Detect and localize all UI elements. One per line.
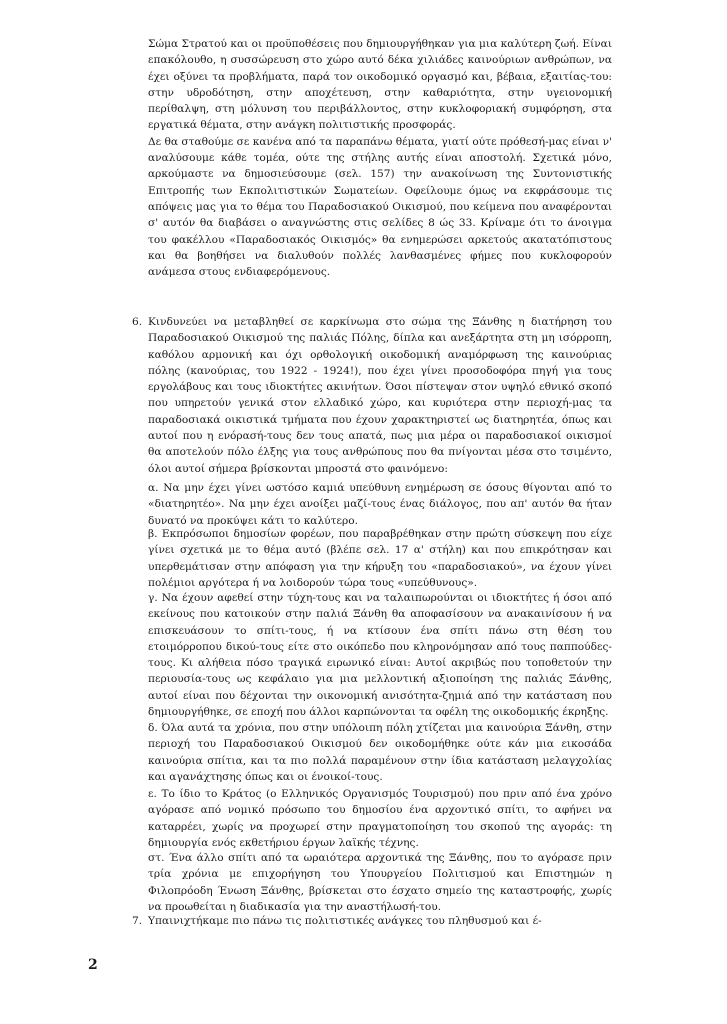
subitem-st: στ. Ένα άλλο σπίτι από τα ωραιότερα αρχοντικά της Ξάνθης, που το αγόρασε πριν τρία χρόνια με επιχορήγηση του Υπουργείου Πολιτισμού και Επιστημών η Φιλοπρόοδη Ένωση Ξάνθης, βρίσκεται στο έσχατο σημείο της καταστροφής, χωρίς να προωθείται η διαδικασία για την αναστήλωσή-του. [148, 852, 612, 913]
numbered-item-6 [132, 314, 612, 477]
subitem-b: β. Εκπρόσωποι δημοσίων φορέων, που παραβρέθηκαν στην πρώτη σύσκεψη που είχε γίνει σχετικά με το θέμα αυτό (βλέπε σελ. 17 α' στήλη) και που επικρότησαν και υπερθεμάτισαν στην απόφαση για την κήρυξη του «παραδοσιακού», να έχουν γίνει πολέμιοι αργότερα ή να λοιδορούν τώρα τους «υπεύθυνους». [148, 528, 612, 589]
item-number-6: 6. [132, 316, 143, 328]
intro-paragraph-1: Σώμα Στρατού και οι προϋποθέσεις που δημιουργήθηκαν για μια καλύτερη ζωή. Είναι επακόλουθο, η συσσώρευση στο χώρο αυτό δέκα χιλιάδες καινούριων ανθρώπων, να έχει οξύνει τα προβλήματα, παρά τον οικοδομικό οργασμό και, βέβαια, εξαιτίας-του: στην υδροδότηση, στην αποχέτευση, στην καθαριότητα, στην υγειονομική περίθαλψη, στη μόλυνση του περιβάλλοντος, στην κυκλοφοριακή συμφόρηση, στα εργατικά θέματα, στην ανάγκη πολιτιστικής προσφοράς. [148, 38, 612, 132]
subitem-a: α. Να μην έχει γίνει ωστόσο καμιά υπεύθυνη ενημέρωση σε όσους θίγονται από το «διατηρητέο». Να μην έχει ανοίξει μαζί-τους ένας διάλογος, που απ' αυτόν θα ήταν δυνατό να προκύψει κάτι το καλύτερο. [148, 482, 612, 527]
subitem-g: γ. Να έχουν αφεθεί στην τύχη-τους και να ταλαιπωρούνται οι ιδιοκτήτες ή όσοι από εκείνους που κατοικούν στην παλιά Ξάνθη θα αποφασίσουν να ανακαινίσουν ή να επισκευάσουν το σπίτι-τους, ή να κτίσουν ένα σπίτι πάνω στη θέση του ετοιμόρροπου δικού-τους είτε στο οικόπεδο που κληρονόμησαν από τους παππούδες-τους. Κι αλήθεια πόσο τραγικά ειρωνικό είναι: Αυτοί ακριβώς που τοποθετούν την περιουσία-τους ως κεφάλαιο για μια μελλοντική αξιοποίηση της παλιάς Ξάνθης, αυτοί είναι που δέχονται την οικονομική ανισότητα-ζημιά από την κατάσταση που δημιουργήθηκε, σε εποχή που άλλοι καρπώνονται τα οφέλη της οικοδομικής έκρηξης. [148, 592, 612, 719]
subitem-e: ε. Το ίδιο το Κράτος (ο Ελληνικός Οργανισμός Τουρισμού) που πριν από ένα χρόνο αγόρασε από νομικό πρόσωπο του δημοσίου ένα αρχοντικό σπίτι, το αφήνει να καταρρέει, χωρίς να προχωρεί στην πραγματοποίηση του σκοπού της αγοράς: τη δημιουργία ενός εκθετήριου έργων λαϊκής τέχνης. [148, 788, 612, 849]
intro-paragraph-2: Δε θα σταθούμε σε κανένα από τα παραπάνω θέματα, γιατί ούτε πρόθεσή-μας είναι ν' αναλύσουμε κάθε τομέα, ούτε της στήλης αυτής είναι αποστολή. Σχετικά μόνο, αρκούμαστε να δημοσιεύσουμε (σελ. 157) την ανακοίνωση της Συντονιστικής Επιτροπής των Εκπολιτιστικών Σωματείων. Οφείλουμε όμως να εκφράσουμε τις απόψεις μας για το θέμα του Παραδοσιακού Οικισμού, που κείμενα που αναφέρονται σ' αυτόν θα διαβάσει ο αναγνώστης στις σελίδες 8 ώς 33. Κρίναμε ότι το άνοιγμα του φακέλλου «Παραδοσιακός Οικισμός» θα ενημερώσει αρκετούς ακατατόπιστους και θα βοηθήσει να διαλυθούν πολλές λανθασμένες φήμες που κυκλοφορούν ανάμεσα στους ενδιαφερόμενους. [148, 135, 612, 279]
numbered-item-7 [132, 913, 612, 929]
item-number-7: 7. [132, 915, 143, 927]
intro-section [148, 36, 612, 280]
page-number: 2 [88, 957, 98, 973]
item-6-text: Κινδυνεύει να μεταβληθεί σε καρκίνωμα στο σώμα της Ξάνθης η διατήρηση του Παραδοσιακού Οικισμού της παλιάς Πόλης, δίπλα και ανεξάρτητα στη μη ισόρροπη, καθόλου αρμονική και όχι ορθολογική οικοδομική αναμόρφωση της καινούριας πόλης (κανούριας, του 1922 - 1924!), που έχει γίνει προσοδοφόρα πηγή για τους εργολάβους και τους ιδιοκτήτες ακινήτων. Όσοι πίστεψαν στον υψηλό εθνικό σκοπό που υπηρετούν γενικά στον ελλαδικό χώρο, και κυριότερα στην περιοχή-μας τα παραδοσιακά οικιστικά τμήματα που έχουν χαρακτηριστεί ως διατηρητέα, όπως και αυτοί που η ενόρασή-τους δεν τους απατά, πως μια μέρα οι παραδοσιακοί οικισμοί θα αποτελούν πόλο έλξης για τους ανθρώπους που θα πνίγονται μέσα στο τσιμέντο, όλοι αυτοί σήμερα βρίσκονται μπροστά στο φαινόμενο: [148, 316, 612, 475]
subitem-d: δ. Όλα αυτά τα χρόνια, που στην υπόλοιπη πόλη χτίζεται μια καινούρια Ξάνθη, στην περιοχή του Παραδοσιακού Οικισμού δεν οικοδομήθηκε ούτε κάν μια εικοσάδα καινούρια σπίτια, και τα πιο πολλά παραμένουν στην ίδια κατάσταση μελαγχολίας και αγανάχτησης όπως και οι ένοικοί-τους. [148, 722, 612, 783]
item-7-text: Υπαινιχτήκαμε πιο πάνω τις πολιτιστικές ανάγκες του πληθυσμού και έ- [148, 915, 542, 927]
